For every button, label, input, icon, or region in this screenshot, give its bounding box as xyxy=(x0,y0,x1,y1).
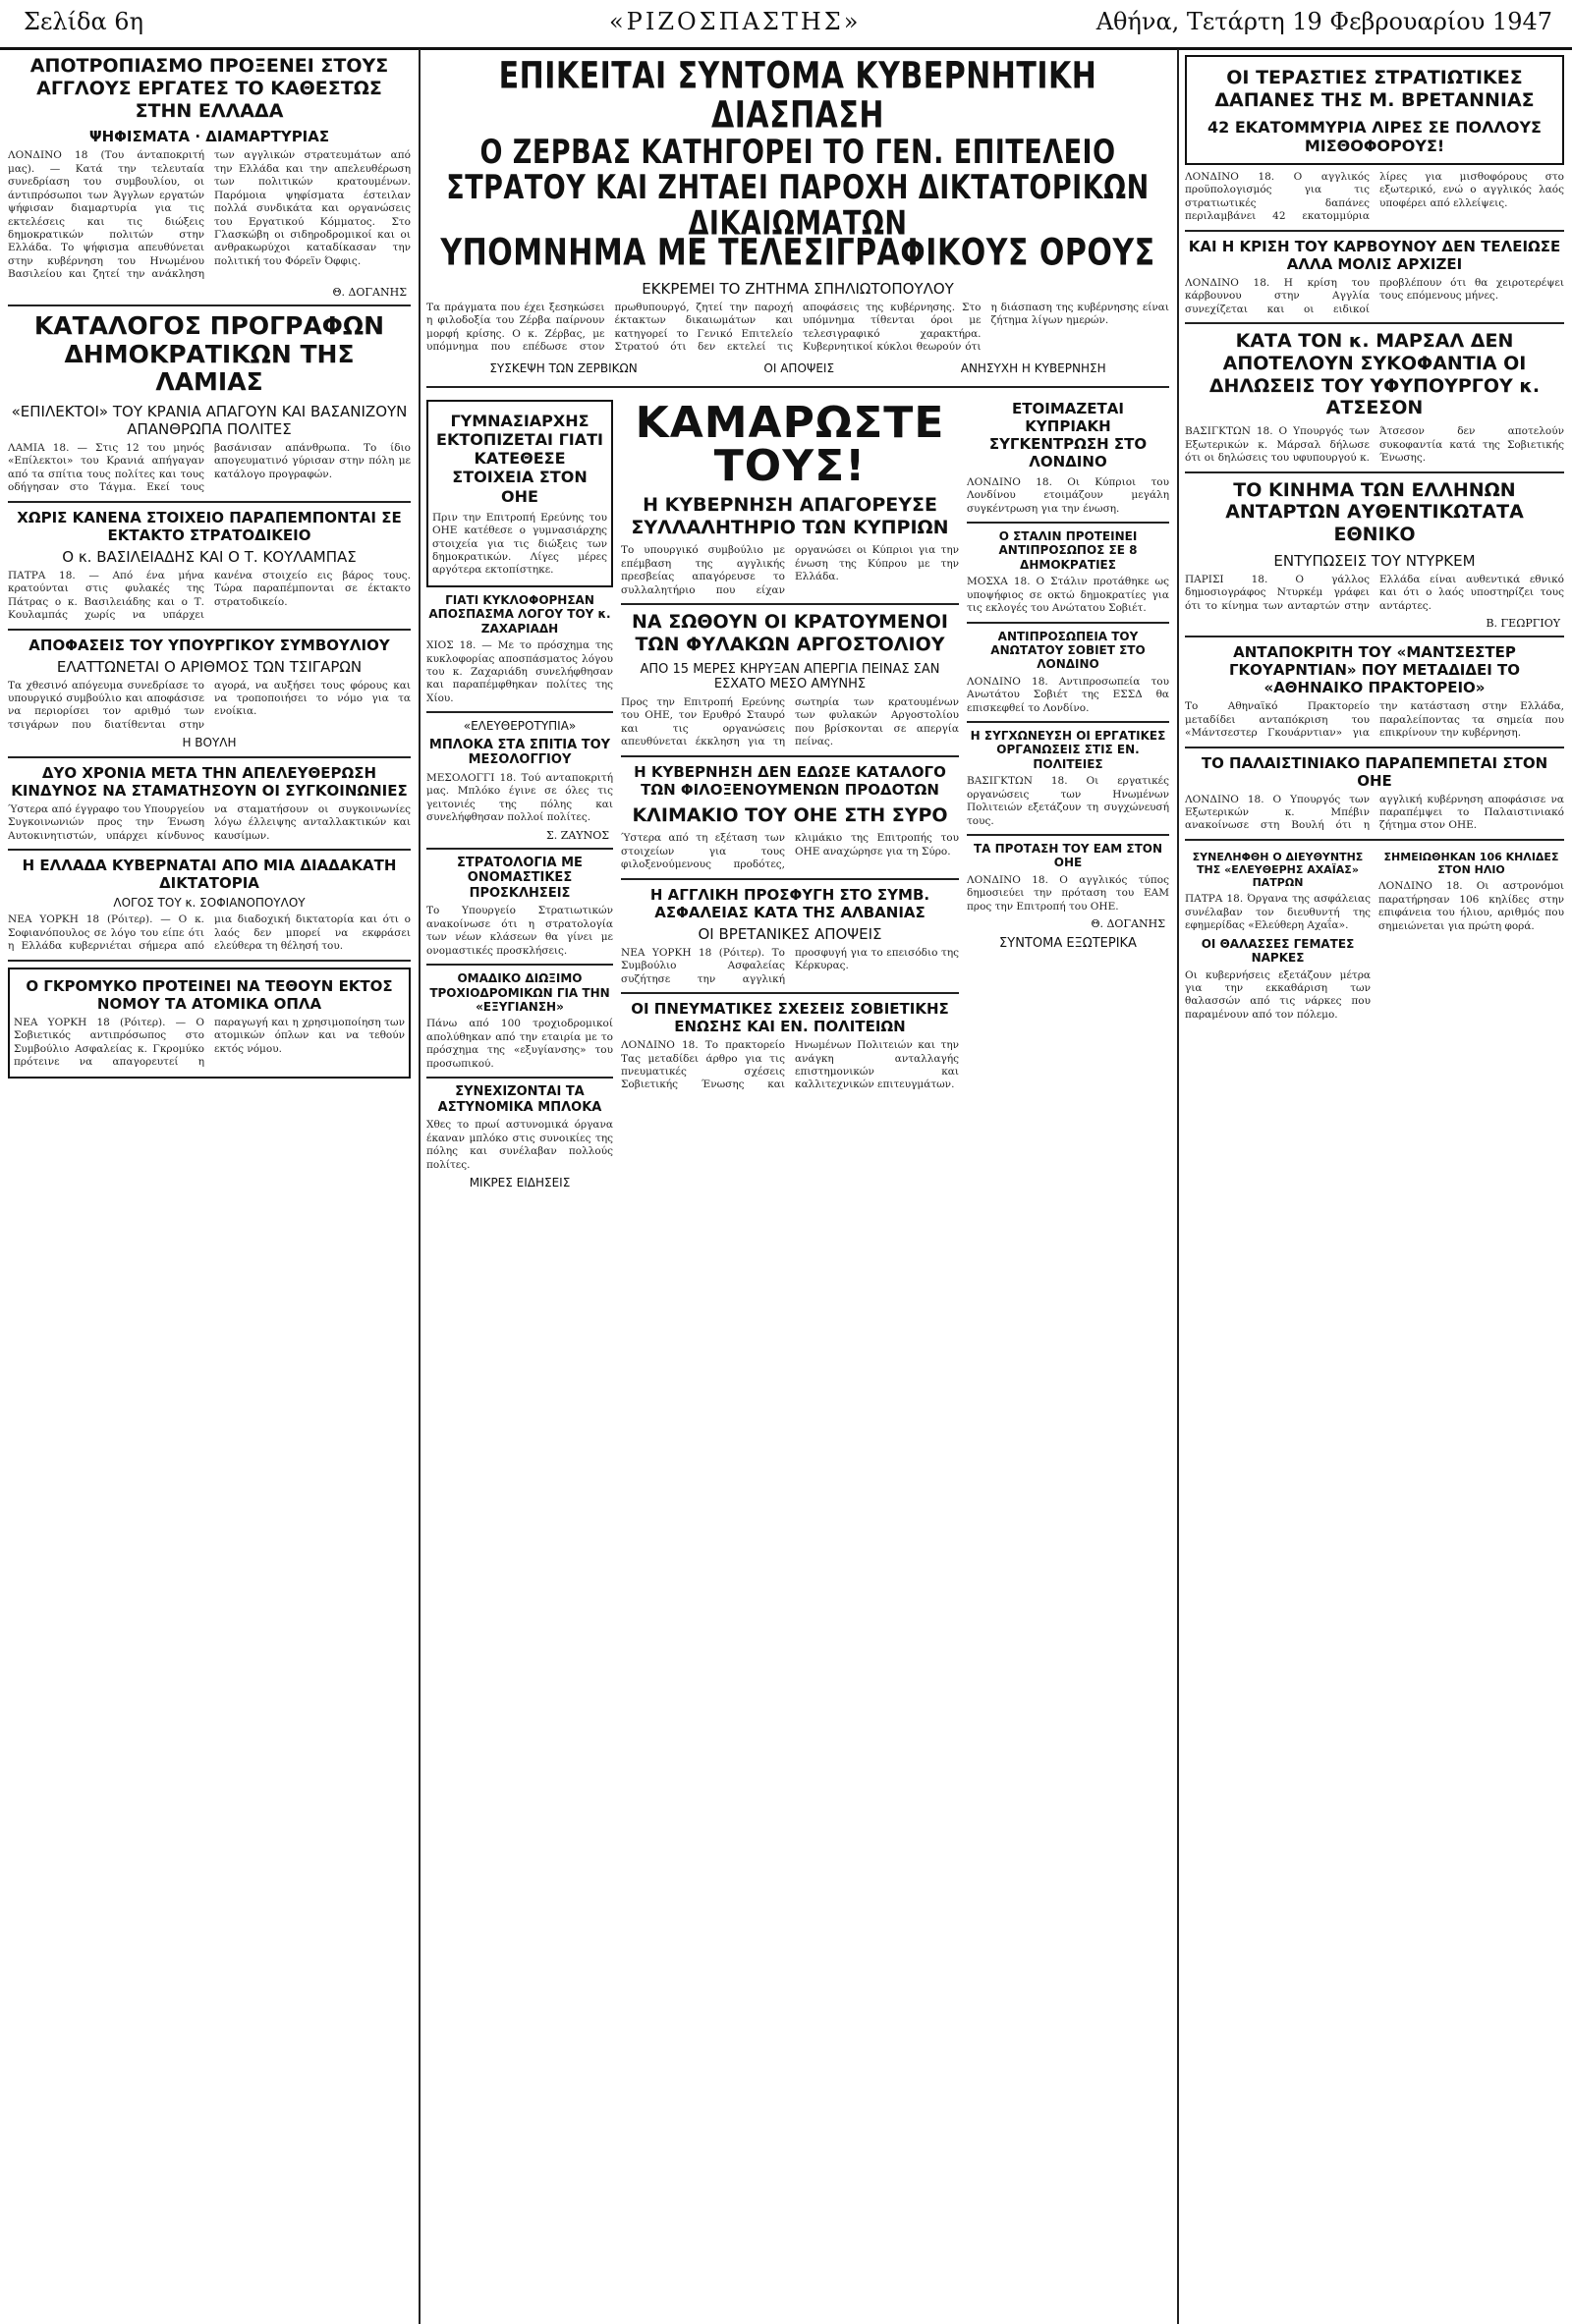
divider xyxy=(967,834,1169,836)
subheadline: Ο κ. ΒΑΣΙΛΕΙΑΔΗΣ ΚΑΙ Ο Τ. ΚΟΥΛΑΜΠΑΣ xyxy=(62,547,357,566)
article xyxy=(8,764,411,843)
article-body: ΜΟΣΧΑ 18. Ο Στάλιν προτάθηκε ως υποψήφιος σε οκτώ δημοκρατίες για τις εκλογές του Ανώτατου Σοβιέτ. xyxy=(967,576,1169,615)
divider xyxy=(8,629,411,631)
divider xyxy=(967,721,1169,723)
article-body: Ύστερα από έγγραφο του Υπουργείου Συγκοινωνιών προς την Ένωση Αυτοκινητιστών, υπάρχει κίνδυνος να σταματήσουν οι συγκοινωνίες λόγω έλλειψης ανταλλακτικών και καυσίμων. xyxy=(8,802,411,842)
headline: ΤΟ ΠΑΛΑΙΣΤΙΝΙΑΚΟ ΠΑΡΑΠΕΜΠΕΤΑΙ ΣΤΟΝ ΟΗΕ xyxy=(1201,753,1548,790)
lead-headline: ΕΠΙΚΕΙΤΑΙ ΣΥΝΤΟΜΑ ΚΥΒΕΡΝΗΤΙΚΗ ΔΙΑΣΠΑΣΗ xyxy=(498,54,1097,138)
subheadline: ΨΗΦΙΣΜΑΤΑ · ΔΙΑΜΑΡΤΥΡΙΑΣ xyxy=(88,128,330,146)
divider xyxy=(8,501,411,503)
section-label: ΣΥΣΚΕΨΗ ΤΩΝ ΖΕΡΒΙΚΩΝ xyxy=(489,361,638,376)
divider xyxy=(426,386,1169,388)
article-body: ΛΟΝΔΙΝΟ 18 (Του άνταποκριτή μας). — Κατά την τελευταία συνεδρίαση του συμβουλίου, οι άντιπρόσωποι των Άγγλων εργατών ψήφισαν διαμαρτυρία για τις εκτελέσεις και τις διώξεις δημοκρατικών πολιτών στην Ελλάδα. Το ψήφισμα απευθύνεται στην κυβέρνηση του Ηνωμένου Βασιλείου και ζητεί την ανάκληση των αγγλικών στρατευμάτων από την Ελλάδα και την απελευθέρωση των πολιτικών κρατουμένων. Παρόμοια ψηφίσματα έστειλαν πολλά συνδικάτα και οργανώσεις του Εργατικού Κόμματος. Στο Γλασκώβη οι σιδηροδρομικοί και οι ανθρακωρύχοι καταδίκασαν την πολιτική του Φόρεϊν Όφφις. xyxy=(8,149,411,281)
headline: ΟΙ ΘΑΛΑΣΣΕΣ ΓΕΜΑΤΕΣ ΝΑΡΚΕΣ xyxy=(1201,936,1355,966)
headline: ΓΙΑΤΙ ΚΥΚΛΟΦΟΡΗΣΑΝ ΑΠΟΣΠΑΣΜΑ ΛΟΓΟΥ ΤΟΥ κ. ΖΑΧΑΡΙΑΔΗ xyxy=(428,592,611,636)
subheadline: 42 ΕΚΑΤΟΜΜΥΡΙΑ ΛΙΡΕΣ ΣΕ ΠΟΛΛΟΥΣ ΜΙΣΘΟΦΟΡΟΥΣ! xyxy=(1207,117,1542,155)
subheadline: ΕΝΤΥΠΩΣΕΙΣ ΤΟΥ ΝΤΥΡΚΕΜ xyxy=(1273,551,1476,570)
center-column xyxy=(426,49,1169,2324)
article-body: Το Αθηναϊκό Πρακτορείο μεταδίδει ανταπόκριση του «Μάντσεστερ Γκουάρντιαν» για την κατάσταση στην Ελλάδα, παραλείποντας τα σημεία που επικρίνουν την κυβέρνηση. xyxy=(1185,700,1564,740)
article-body: Το Υπουργείο Στρατιωτικών ανακοίνωσε ότι η στρατολογία των νέων κλάσεων θα γίνει με ονομαστικές προσκλήσεις. xyxy=(426,905,613,957)
headline: ΑΠΟΤΡΟΠΙΑΣΜΟ ΠΡΟΞΕΝΕΙ ΣΤΟΥΣ ΑΓΓΛΟΥΣ ΕΡΓΑΤΕΣ ΤΟ ΚΑΘΕΣΤΩΣ ΣΤΗΝ ΕΛΛΑΔΑ xyxy=(29,55,389,122)
headline: Η ΚΥΒΕΡΝΗΣΗ ΔΕΝ ΕΔΩΣΕ ΚΑΤΑΛΟΓΟ ΤΩΝ ΦΙΛΟΞΕΝΟΥΜΕΝΩΝ ΠΡΟΔΟΤΩΝ xyxy=(634,762,946,799)
narrow-column xyxy=(426,394,613,1194)
divider xyxy=(8,304,411,306)
headline: ΚΛΙΜΑΚΙΟ ΤΟΥ ΟΗΕ ΣΤΗ ΣΥΡΟ xyxy=(632,803,948,826)
headline: Ο ΓΚΡΟΜΥΚΟ ΠΡΟΤΕΙΝΕΙ ΝΑ ΤΕΘΟΥΝ ΕΚΤΟΣ ΝΟΜΟΥ ΤΑ ΑΤΟΜΙΚΑ ΟΠΛΑ xyxy=(26,976,393,1013)
divider xyxy=(1185,747,1564,748)
article xyxy=(8,55,411,299)
byline: Σ. ΖΑΥΝΟΣ xyxy=(545,828,609,842)
article xyxy=(1185,55,1564,165)
divider xyxy=(1185,471,1564,473)
article-body: ΛΟΝΔΙΝΟ 18. Οι Κύπριοι του Λονδίνου ετοιμάζουν μεγάλη συγκέντρωση για την ένωση. xyxy=(967,475,1169,515)
article xyxy=(426,971,613,1071)
article xyxy=(1378,847,1564,1025)
page-number: Σελίδα 6η xyxy=(24,8,143,35)
headline: ΑΝΤΑΠΟΚΡΙΤΗ ΤΟΥ «ΜΑΝΤΣΕΣΤΕΡ ΓΚΟΥΑΡΝΤΙΑΝ» ΠΟΥ ΜΕΤΑΔΙΔΕΙ ΤΟ «ΑΘΗΝΑΙΚΟ ΠΡΑΚΤΟΡΕΙΟ» xyxy=(1228,643,1521,697)
headline: Η ΣΥΓΧΩΝΕΥΣΗ ΟΙ ΕΡΓΑΤΙΚΕΣ ΟΡΓΑΝΩΣΕΙΣ ΣΤΙΣ ΕΝ. ΠΟΛΙΤΕΙΕΣ xyxy=(970,729,1166,771)
section-label: «ΕΛΕΥΘΕΡΟΤΥΠΙΑ» xyxy=(463,719,577,734)
headline: ΣΗΜΕΙΩΘΗΚΑΝ 106 ΚΗΛΙΔΕΣ ΣΤΟΝ ΗΛΙΟ xyxy=(1383,850,1559,877)
article-body: Χθες το πρωί αστυνομικά όργανα έκαναν μπλόκο στις συνοικίες της πόλης και συνέλαβαν πολλούς πολίτες. xyxy=(426,1119,613,1171)
divider xyxy=(8,849,411,851)
center-lower xyxy=(426,394,1169,1194)
divider xyxy=(426,711,613,713)
divider xyxy=(426,1077,613,1079)
headline: ΟΙ ΤΕΡΑΣΤΙΕΣ ΣΤΡΑΤΙΩΤΙΚΕΣ ΔΑΠΑΝΕΣ ΤΗΣ Μ. ΒΡΕΤΑΝΝΙΑΣ xyxy=(1214,67,1535,111)
article-body: ΠΑΤΡΑ 18. Όργανα της ασφάλειας συνέλαβαν τον διευθυντή της εφημερίδας «Ελεύθερη Αχαΐα». xyxy=(1185,893,1371,932)
subheadline: ΑΠΟ 15 ΜΕΡΕΣ ΚΗΡΥΞΑΝ ΑΠΕΡΓΙΑ ΠΕΙΝΑΣ ΣΑΝ ΕΣΧΑΤΟ ΜΕΣΟ ΑΜΥΝΗΣ xyxy=(640,661,940,692)
article xyxy=(426,719,613,841)
article-body: ΛΟΝΔΙΝΟ 18. Ο αγγλικός προϋπολογισμός για τις στρατιωτικές δαπάνες περιλαμβάνει 42 εκατομμύρια λίρες για μισθοφόρους στο εξωτερικό, ενώ ο αγγλικός λαός υποφέρει από ελλείψεις. xyxy=(1185,170,1564,223)
article-body: ΝΕΑ ΥΟΡΚΗ 18 (Ρόιτερ). — Ο Σοβιετικός αντιπρόσωπος στο Συμβούλιο Ασφαλείας κ. Γκρομύκο πρότεινε να απαγορευτεί η παραγωγή και η χρησιμοποίηση των ατομικών όπλων και να τεθούν εκτός νόμου. xyxy=(14,1016,405,1068)
divider xyxy=(967,522,1169,524)
middle-column xyxy=(621,394,959,1194)
divider xyxy=(967,622,1169,624)
divider xyxy=(8,756,411,758)
headline: Η ΚΥΒΕΡΝΗΣΗ ΑΠΑΓΟΡΕΥΣΕ ΣΥΛΛΑΛΗΤΗΡΙΟ ΤΩΝ ΚΥΠΡΙΩΝ xyxy=(631,493,949,538)
paper-name: «ΡΙΖΟΣΠΑΣΤΗΣ» xyxy=(609,8,862,35)
divider xyxy=(1185,230,1564,232)
divider xyxy=(8,960,411,962)
article-body: Πριν την Επιτροπή Ερεύνης του ΟΗΕ κατέθεσε ο γυμνασιάρχης στοιχεία για τις διώξεις των δημοκρατικών. Λίγες μέρες αργότερα εκτοπίστηκε. xyxy=(432,511,607,577)
divider xyxy=(1185,322,1564,324)
headline: ΝΑ ΣΩΘΟΥΝ ΟΙ ΚΡΑΤΟΥΜΕΝΟΙ ΤΩΝ ΦΥΛΑΚΩΝ ΑΡΓΟΣΤΟΛΙΟΥ xyxy=(632,611,948,655)
divider xyxy=(621,603,959,605)
article-body: ΛΟΝΔΙΝΟ 18. Ο Υπουργός των Εξωτερικών κ. Μπέβιν ανακοίνωσε στη Βουλή ότι η αγγλική κυβέρνηση αποφάσισε να παραπέμψει το Παλαιστινιακό ζήτημα στον ΟΗΕ. xyxy=(1185,793,1564,832)
section-label: ΣΥΝΤΟΜΑ ΕΞΩΤΕΡΙΚΑ xyxy=(999,936,1137,952)
article-body: ΧΙΟΣ 18. — Με το πρόσχημα της κυκλοφορίας αποσπάσματος λόγου του κ. Ζαχαριάδη συνελήφθησαν και παραπέμφθηκαν πολίτες της Χίου. xyxy=(426,639,613,704)
right-column xyxy=(1185,49,1564,2324)
divider xyxy=(426,964,613,966)
headline: ΚΑΙ Η ΚΡΙΣΗ ΤΟΥ ΚΑΡΒΟΥΝΟΥ ΔΕΝ ΤΕΛΕΙΩΣΕ ΑΛΛΑ ΜΟΛΙΣ ΑΡΧΙΖΕΙ xyxy=(1188,237,1561,273)
headline: ΚΑΤΑΛΟΓΟΣ ΠΡΟΓΡΑΦΩΝ ΔΗΜΟΚΡΑΤΙΚΩΝ ΤΗΣ ΛΑΜΙΑΣ xyxy=(33,310,385,397)
headline: ΕΤΟΙΜΑΖΕΤΑΙ ΚΥΠΡΙΑΚΗ ΣΥΓΚΕΝΤΡΩΣΗ ΣΤΟ ΛΟΝΔΙΝΟ xyxy=(988,399,1148,470)
lead-headline-2: Ο ΖΕΡΒΑΣ ΚΑΤΗΓΟΡΕΙ ΤΟ ΓΕΝ. ΕΠΙΤΕΛΕΙΟ ΣΤΡΑΤΟΥ ΚΑΙ ΖΗΤΑΕΙ ΠΑΡΟΧΗ ΔΙΚΤΑΤΟΡΙΚΩΝ ΔΙΚΑΙΩΜΑΤΩΝ xyxy=(446,133,1150,244)
headline: Ο ΣΤΑΛΙΝ ΠΡΟΤΕΙΝΕΙ ΑΝΤΙΠΡΟΣΩΠΟΣ ΣΕ 8 ΔΗΜΟΚΡΑΤΙΕΣ xyxy=(998,529,1138,572)
article xyxy=(426,1084,613,1190)
divider xyxy=(621,992,959,994)
article-body: ΒΑΣΙΓΚΤΩΝ 18. Οι εργατικές οργανώσεις των Ηνωμένων Πολιτειών εξετάζουν τη συγχώνευσή τους. xyxy=(967,775,1169,827)
article xyxy=(8,968,411,1079)
section-label: ΑΝΗΣΥΧΗ Η ΚΥΒΕΡΝΗΣΗ xyxy=(960,361,1106,376)
headline: ΤΑ ΠΡΟΤΑΣΗ ΤΟΥ ΕΑΜ ΣΤΟΝ ΟΗΕ xyxy=(973,841,1163,870)
section-label: ΜΙΚΡΕΣ ΕΙΔΗΣΕΙΣ xyxy=(469,1175,571,1190)
article-body: Τα πράγματα που έχει ξεσηκώσει η φιλοδοξία του Ζέρβα παίρνουν μορφή κρίσης. Ο κ. Ζέρβας, με υπόμνημα που επέδωσε στον πρωθυπουργό, ζητεί την παροχή έκτακτων δικαιωμάτων και κατηγορεί το Γενικό Επιτελείο Στρατού ότι δεν εκτελεί τις αποφάσεις της κυβέρνησης. Στο υπόμνημα τίθενται όροι με τελεσιγραφικό χαρακτήρα. Κυβερνητικοί κύκλοι θεωρούν ότι η διάσπαση της κυβέρνησης είναι ζήτημα λίγων ημερών. xyxy=(426,301,1169,353)
article xyxy=(426,400,613,587)
article xyxy=(8,636,411,750)
divider xyxy=(621,755,959,757)
headline: ΟΜΑΔΙΚΟ ΔΙΩΞΙΜΟ ΤΡΟΧΙΟΔΡΟΜΙΚΩΝ ΓΙΑ ΤΗΝ «ΕΞΥΓΙΑΝΣΗ» xyxy=(429,971,610,1014)
column-rule xyxy=(1177,49,1179,2324)
lead-headline-3: ΥΠΟΜΝΗΜΑ ΜΕ ΤΕΛΕΣΙΓΡΑΦΙΚΟΥΣ ΟΡΟΥΣ xyxy=(440,231,1155,275)
article-body: ΝΕΑ ΥΟΡΚΗ 18 (Ρόιτερ). Το Συμβούλιο Ασφαλείας συζήτησε την αγγλική προσφυγή για το επεισόδιο της Κέρκυρας. xyxy=(621,946,959,985)
headline: ΧΩΡΙΣ ΚΑΝΕΝΑ ΣΤΟΙΧΕΙΟ ΠΑΡΑΠΕΜΠΟΝΤΑΙ ΣΕ ΕΚΤΑΚΤΟ ΣΤΡΑΤΟΔΙΚΕΙΟ xyxy=(17,508,402,544)
bottom-pair xyxy=(1185,847,1564,1025)
headline: ΟΙ ΠΝΕΥΜΑΤΙΚΕΣ ΣΧΕΣΕΙΣ ΣΟΒΙΕΤΙΚΗΣ ΕΝΩΣΗΣ ΚΑΙ ΕΝ. ΠΟΛΙΤΕΙΩΝ xyxy=(631,1000,949,1036)
article xyxy=(8,509,411,623)
article-body: ΛΑΜΙΑ 18. — Στις 12 του μηνός «Επίλεκτοι» του Κρανιά απήγαγαν από τα σπίτια τους πολίτες και τους οδήγησαν στο Τάγμα. Εκεί τους βασάνισαν απάνθρωπα. Το ίδιο απογευματινό γύρισαν στην πόλη με κατάλογο προγραφών. xyxy=(8,442,411,494)
article xyxy=(8,857,411,954)
divider xyxy=(426,848,613,850)
headline: ΓΥΜΝΑΣΙΑΡΧΗΣ ΕΚΤΟΠΙΖΕΤΑΙ ΓΙΑΤΙ ΚΑΤΕΘΕΣΕ ΣΤΟΙΧΕΙΑ ΣΤΟΝ ΟΗΕ xyxy=(436,411,603,506)
article-body: Πάνω από 100 τροχιοδρομικοί απολύθηκαν από την εταιρία με το πρόσχημα της «εξυγίανσης» του προσωπικού. xyxy=(426,1018,613,1070)
article-body: ΛΟΝΔΙΝΟ 18. Οι αστρονόμοι παρατήρησαν 106 κηλίδες στην επιφάνεια του ήλιου, αριθμός που σημειώνεται για πρώτη φορά. xyxy=(1378,880,1564,932)
article-body: ΠΑΡΙΣΙ 18. Ο γάλλος δημοσιογράφος Ντυρκέμ γράφει ότι το κίνημα των ανταρτών στην Ελλάδα είναι αυθεντικά εθνικό και ότι ο λαός υποστηρίζει τους αντάρτες. xyxy=(1185,573,1564,612)
dateline: Αθήνα, Τετάρτη 19 Φεβρουαρίου 1947 xyxy=(1095,8,1552,35)
byline: Θ. ΔΟΓΑΝΗΣ xyxy=(1091,917,1165,931)
headline: ΣΥΝΕΛΗΦΘΗ Ο ΔΙΕΥΘΥΝΤΗΣ ΤΗΣ «ΕΛΕΥΘΕΡΗΣ ΑΧΑΪΑΣ» ΠΑΤΡΩΝ xyxy=(1192,850,1364,890)
lead-section-labels xyxy=(426,358,1169,379)
article-body: ΠΑΤΡΑ 18. — Από ένα μήνα κρατούνται στις φυλακές της Πάτρας ο κ. Βασιλειάδης και ο Τ. Κουλαμπάς χωρίς να υπάρχει κανένα στοιχείο εις βάρος τους. Τώρα παραπέμπονται σε έκτακτο στρατοδικείο. xyxy=(8,569,411,622)
article-body: ΝΕΑ ΥΟΡΚΗ 18 (Ρόιτερ). — Ο κ. Σοφιανόπουλος σε λόγο του είπε ότι η Ελλάδα κυβερνιέται σήμερα από μια διαδοχική δικτατορία και ότι ο λαός δεν μπορεί να εκφράσει ελεύθερα τη θέλησή του. xyxy=(8,913,411,953)
article-body: Τα χθεσινό απόγευμα συνεδρίασε το υπουργικό συμβούλιο και αποφάσισε να περιορίσει τον αριθμό των τσιγάρων που διατίθενται στην αγορά, να αυξήσει τους φόρους και να τροποποιήσει το νόμο για τα ενοίκια. xyxy=(8,679,411,731)
article-body: ΛΟΝΔΙΝΟ 18. Αντιπροσωπεία του Ανωτάτου Σοβιέτ της ΕΣΣΔ θα επισκεφθεί το Λονδίνο. xyxy=(967,675,1169,714)
subheadline: ΟΙ ΒΡΕΤΑΝΙΚΕΣ ΑΠΟΨΕΙΣ xyxy=(698,924,882,943)
subheadline: ΕΛΑΤΤΩΝΕΤΑΙ Ο ΑΡΙΘΜΟΣ ΤΩΝ ΤΣΙΓΑΡΩΝ xyxy=(56,657,363,676)
headline: ΑΠΟΦΑΣΕΙΣ ΤΟΥ ΥΠΟΥΡΓΙΚΟΥ ΣΥΜΒΟΥΛΙΟΥ xyxy=(28,636,390,654)
article xyxy=(8,312,411,495)
subheadline: «ΕΠΙΛΕΚΤΟΙ» ΤΟΥ ΚΡΑΝΙΑ ΑΠΑΓΟΥΝ ΚΑΙ ΒΑΣΑΝΙΖΟΥΝ ΑΠΑΝΘΡΩΠΑ ΠΟΛΙΤΕΣ xyxy=(11,403,408,439)
byline: Β. ΓΕΩΡΓΙΟΥ xyxy=(1486,617,1560,631)
section-box: Η ΒΟΥΛΗ xyxy=(182,736,237,750)
banner-headline: ΚΑΜΑΡΩΣΤΕ ΤΟΥΣ! xyxy=(635,397,945,491)
section-label: ΟΙ ΑΠΟΨΕΙΣ xyxy=(763,361,835,376)
lead-article xyxy=(426,54,1169,380)
headline: ΤΟ ΚΙΝΗΜΑ ΤΩΝ ΕΛΛΗΝΩΝ ΑΝΤΑΡΤΩΝ ΑΥΘΕΝΤΙΚΩΤΑΤΑ ΕΘΝΙΚΟ xyxy=(1225,478,1524,546)
article-body: ΜΕΣΟΛΟΓΓΙ 18. Τού ανταποκριτή μας. Μπλόκο έγινε σε όλες τις γειτονιές της πόλης και συνελήφθησαν πολλοί πολίτες. xyxy=(426,771,613,824)
headline: ΜΠΛΟΚΑ ΣΤΑ ΣΠΙΤΙΑ ΤΟΥ ΜΕΣΟΛΟΓΓΙΟΥ xyxy=(428,737,611,768)
headline: Η ΕΛΛΑΔΑ ΚΥΒΕΡΝΑΤΑΙ ΑΠΟ ΜΙΑ ΔΙΑΔΑΚΑΤΗ ΔΙΚΤΑΤΟΡΙΑ xyxy=(22,856,397,892)
article-body: Προς την Επιτροπή Ερεύνης του ΟΗΕ, τον Ερυθρό Σταυρό και τις οργανώσεις απευθύνεται έκκληση για τη σωτηρία των κρατουμένων των φυλακών Αργοστολίου που βρίσκονται σε απεργία πείνας. xyxy=(621,695,959,748)
article-body: ΒΑΣΙΓΚΤΩΝ 18. Ο Υπουργός των Εξωτερικών κ. Μάρσαλ δήλωσε ότι οι δηλώσεις του υφυπουργού κ. Άτσεσον δεν αποτελούν συκοφαντία κατά της Σοβιετικής Ένωσης. xyxy=(1185,425,1564,465)
article-body: Ύστερα από τη εξέταση των στοιχείων για τους φιλοξενούμενους προδότες, κλιμάκιο της Επιτροπής του ΟΗΕ αναχώρησε για τη Σύρο. xyxy=(621,832,959,871)
headline: ΔΥΟ ΧΡΟΝΙΑ ΜΕΤΑ ΤΗΝ ΑΠΕΛΕΥΘΕΡΩΣΗ ΚΙΝΔΥΝΟΣ ΝΑ ΣΤΑΜΑΤΗΣΟΥΝ ΟΙ ΣΥΓΚΟΙΝΩΝΙΕΣ xyxy=(11,763,408,800)
article-body: ΛΟΝΔΙΝΟ 18. Το πρακτορείο Τας μεταδίδει άρθρο για τις πνευματικές σχέσεις Σοβιετικής Ένωσης και Ηνωμένων Πολιτειών και την ανάγκη ανταλλαγής επιστημονικών και καλλιτεχνικών επιτευγμάτων. xyxy=(621,1039,959,1091)
column-rule xyxy=(419,49,421,2324)
side-column xyxy=(967,394,1169,1194)
article-body: Οι κυβερνήσεις εξετάζουν μέτρα για την εκκαθάριση των θαλασσών από τις νάρκες που παραμένουν από τον πόλεμο. xyxy=(1185,968,1371,1021)
divider xyxy=(621,878,959,880)
article xyxy=(1185,847,1371,1025)
article-body: Το υπουργικό συμβούλιο με επέμβαση της αγγλικής πρεσβείας απαγόρευσε το συλλαλητήριο που είχαν οργανώσει οι Κύπριοι για την ένωση της Κύπρου με την Ελλάδα. xyxy=(621,544,959,596)
article-body: ΛΟΝΔΙΝΟ 18. Ο αγγλικός τύπος δημοσιεύει την πρόταση του ΕΑΜ προς την Επιτροπή του ΟΗΕ. xyxy=(967,873,1169,913)
article xyxy=(426,856,613,959)
subheadline: ΛΟΓΟΣ ΤΟΥ κ. ΣΟΦΙΑΝΟΠΟΥΛΟΥ xyxy=(113,895,306,910)
divider xyxy=(1185,839,1564,841)
masthead xyxy=(0,0,1572,50)
article-body: ΛΟΝΔΙΝΟ 18. Η κρίση του κάρβουνου στην Αγγλία συνεχίζεται και οι ειδικοί προβλέπουν ότι θα χειροτερέψει τους επόμενους μήνες. xyxy=(1185,276,1564,315)
headline: ΣΥΝΕΧΙΖΟΝΤΑΙ ΤΑ ΑΣΤΥΝΟΜΙΚΑ ΜΠΛΟΚΑ xyxy=(437,1084,602,1115)
headline: ΑΝΤΙΠΡΟΣΩΠΕΙΑ ΤΟΥ ΑΝΩΤΑΤΟΥ ΣΟΒΙΕΤ ΣΤΟ ΛΟΝΔΙΝΟ xyxy=(990,629,1146,672)
byline: Θ. ΔΟΓΑΝΗΣ xyxy=(332,285,407,299)
lead-subheadline: ΕΚΚΡΕΜΕΙ ΤΟ ΖΗΤΗΜΑ ΣΠΗΛΙΩΤΟΠΟΥΛΟΥ xyxy=(642,279,954,298)
headline: ΣΤΡΑΤΟΛΟΓΙΑ ΜΕ ΟΝΟΜΑΣΤΙΚΕΣ ΠΡΟΣΚΛΗΣΕΙΣ xyxy=(457,855,583,901)
left-column xyxy=(8,49,411,2324)
headline: ΚΑΤΑ ΤΟΝ κ. ΜΑΡΣΑΛ ΔΕΝ ΑΠΟΤΕΛΟΥΝ ΣΥΚΟΦΑΝΤΙΑ ΟΙ ΔΗΛΩΣΕΙΣ ΤΟΥ ΥΦΥΠΟΥΡΓΟΥ κ. ΑΤΣΕΣΟΝ xyxy=(1208,330,1541,419)
article xyxy=(426,593,613,705)
divider xyxy=(1185,636,1564,637)
headline: Η ΑΓΓΛΙΚΗ ΠΡΟΣΦΥΓΗ ΣΤΟ ΣΥΜΒ. ΑΣΦΑΛΕΙΑΣ ΚΑΤΑ ΤΗΣ ΑΛΒΑΝΙΑΣ xyxy=(649,885,930,921)
